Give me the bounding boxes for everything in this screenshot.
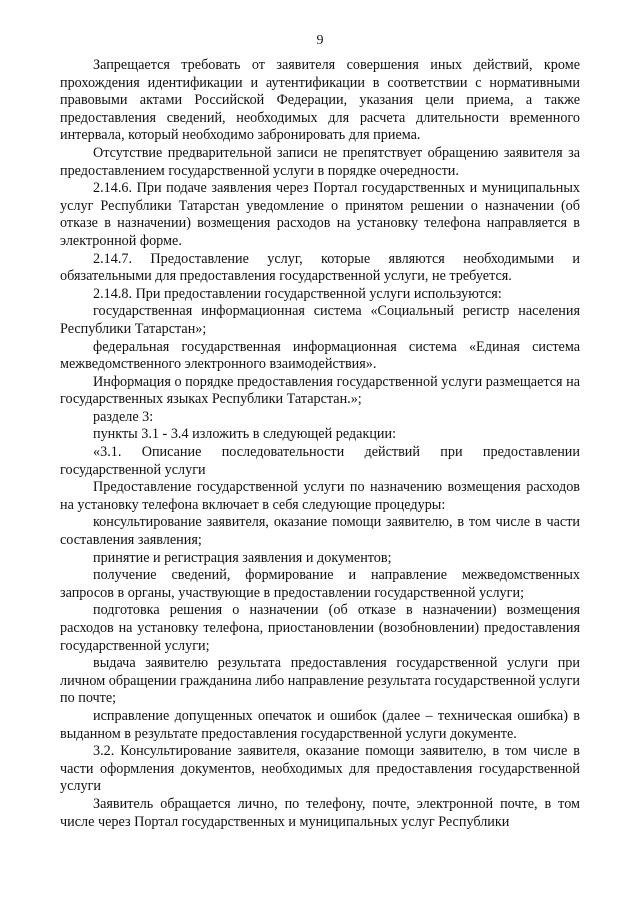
paragraph: разделе 3:: [93, 408, 154, 425]
procedure-item: получение сведений, формирование и направление межведомственных запросов в органы, участвующие в предоставлении государственной услуги;: [60, 567, 580, 601]
paragraph: государственная информационная система «Социальный регистр населения Республики Татарстан»;: [60, 303, 580, 337]
paragraph: Предоставление государственной услуги по назначению возмещения расходов на установку телефона включает в себя следующие процедуры:: [60, 479, 580, 513]
paragraph: 2.14.8. При предоставлении государственной услуги используются:: [93, 285, 502, 302]
procedure-item: подготовка решения о назначении (об отказе в назначении) возмещения расходов на установку телефона, приостановлении (возобновлении) предоставления государственной услуги;: [60, 602, 580, 654]
paragraph: Отсутствие предварительной записи не препятствует обращению заявителя за предоставлением государственной услуги в порядке очередности.: [60, 144, 580, 179]
procedure-item: принятие и регистрация заявления и документов;: [93, 549, 392, 566]
document-body: [60, 57, 580, 831]
page-number: 9: [316, 33, 324, 48]
section-heading: 3.2. Консультирование заявителя, оказание помощи заявителю, в том числе в части оформления документов, необходимых для предоставления государственной услуги: [60, 743, 580, 795]
procedure-item: консультирование заявителя, оказание помощи заявителю, в том числе в части составления заявления;: [60, 514, 580, 549]
paragraph: Запрещается требовать от заявителя совершения иных действий, кроме прохождения идентификации и аутентификации в соответствии с нормативными правовыми актами Российской Федерации, указания цели приема, а также предоставления сведений, необходимых для расчета длительности временного интервала, который необходимо забронировать для приема.: [60, 57, 580, 144]
paragraph: Информация о порядке предоставления государственной услуги размещается на государственных языках Республики Татарстан.»;: [60, 373, 580, 408]
procedure-item: исправление допущенных опечаток и ошибок (далее – техническая ошибка) в выданном в результате предоставления государственной услуги документе.: [60, 707, 580, 742]
paragraph: пункты 3.1 - 3.4 изложить в следующей редакции:: [93, 426, 397, 443]
paragraph: 2.14.7. Предоставление услуг, которые являются необходимыми и обязательными для предоставления государственной услуги, не требуется.: [60, 250, 580, 285]
paragraph: Заявитель обращается лично, по телефону, почте, электронной почте, в том числе через Портал государственных и муниципальных услуг Республики: [60, 795, 580, 830]
procedure-item: выдача заявителю результата предоставления государственной услуги при личном обращении гражданина либо направление результата государственной услуги по почте;: [60, 655, 580, 707]
section-heading: «3.1. Описание последовательности действий при предоставлении государственной услуги: [60, 444, 580, 478]
paragraph: 2.14.6. При подаче заявления через Портал государственных и муниципальных услуг Республики Татарстан уведомление о принятом решении о назначении (об отказе в назначении) возмещения расходов на установку телефона направляется в электронной форме.: [60, 180, 580, 249]
paragraph: федеральная государственная информационная система «Единая система межведомственного электронного взаимодействия».: [60, 338, 580, 373]
